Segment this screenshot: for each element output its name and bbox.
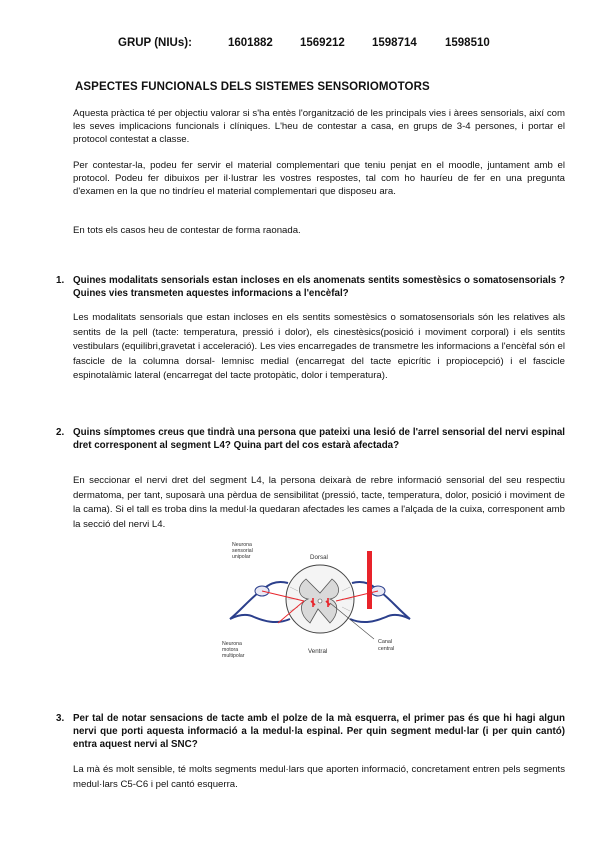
label-dorsal: Dorsal (310, 554, 328, 561)
label-motor-3: multipolar (222, 653, 245, 659)
label-sensory-2: sensorial (232, 548, 253, 554)
question-3-number: 3. (56, 713, 65, 724)
question-1-number: 1. (56, 275, 65, 286)
niu-1: 1601882 (228, 37, 273, 49)
label-motor-2: motora (222, 647, 239, 653)
label-motor-1: Neurona (222, 641, 242, 647)
niu-2: 1569212 (300, 37, 345, 49)
intro-paragraph-1: Aquesta pràctica té per objectiu valorar si s'ha entès l'organització de les principals vies i àrees sensorials, així com les seves implicacions funcionals i clíniques. L'heu de contestar a casa, en grups de 3-4 persones, i portar el protocol contestat a classe. (73, 108, 565, 146)
intro-paragraph-2: Per contestar-la, podeu fer servir el material complementari que teniu penjat en el moodle, juntament amb el protocol. Podeu fer dibuixos per il·lustrar les vostres respostes, tal com ho hauríeu de fer en una pregunta d'examen en la que no tindríeu el material complementari que disposeu ara. (73, 160, 565, 198)
answer-1: Les modalitats sensorials que estan incloses en els sentits somestèsics o somatosensorials són les relatives als sentits de la pell (tacte: temperatura, pressió i dolor), els cinestèsics(posició i moviment corporal) i els sentits vestibulars (equilibri,gravetat i acceleració). Les vies encarregades de transmetre les informacions a l'encèfal són el fascicle de la columna dorsal- lemnisc medial (encarregat del tacte epicrític i propiocepció) i el fascicle espinotalàmic lateral (encarregat del tacte protopàtic, dolor i temperatura). (73, 312, 565, 382)
lesion-marker (367, 551, 372, 609)
spinal-cord-diagram (218, 539, 414, 665)
group-label: GRUP (NIUs): (118, 37, 192, 49)
answer-2: En seccionar el nervi dret del segment L4, la persona deixarà de rebre informació sensorial del seu respectiu dermatoma, per tant, suposarà una pèrdua de sensibilitat (pressió, tacte, temperatura, dolor, posició i moviment de la cama). Si el tall es troba dins la medul·la quedaran afectades les cames a l'alçada de la cuixa, corresponent amb la secció del nervi L4. (73, 475, 565, 530)
question-3-text: Per tal de notar sensacions de tacte amb el polze de la mà esquerra, el primer pas és que hi hagi algun nervi que porti aquesta informació a la medul·la espinal. Per quin segment medul·lar (i per quin cantó) entra aquest nervi al SNC? (73, 713, 565, 751)
intro-paragraph-3: En tots els casos heu de contestar de forma raonada. (73, 225, 301, 236)
label-sensory-1: Neurona (232, 542, 252, 548)
label-canal-2: central (378, 646, 395, 652)
question-2-number: 2. (56, 427, 65, 438)
answer-3: La mà és molt sensible, té molts segments medul·lars que aporten informació, concretament entren pels segments medul·lars C5-C6 i pel cantó esquerra. (73, 764, 565, 790)
question-1-text: Quines modalitats sensorials estan incloses en els anomenats sentits somestèsics o somatosensorials ? Quines vies transmeten aquestes informacions a l'encèfal? (73, 275, 565, 300)
label-canal-1: Canal (378, 639, 393, 645)
label-ventral: Ventral (308, 648, 328, 655)
niu-3: 1598714 (372, 37, 417, 49)
document-title: ASPECTES FUNCIONALS DELS SISTEMES SENSORIOMOTORS (75, 81, 430, 93)
niu-4: 1598510 (445, 37, 490, 49)
question-2-text: Quins símptomes creus que tindrà una persona que pateixi una lesió de l'arrel sensorial del nervi espinal dret corresponent al segment L4? Quina part del cos estarà afectada? (73, 427, 565, 452)
label-sensory-3: unipolar (232, 554, 251, 560)
